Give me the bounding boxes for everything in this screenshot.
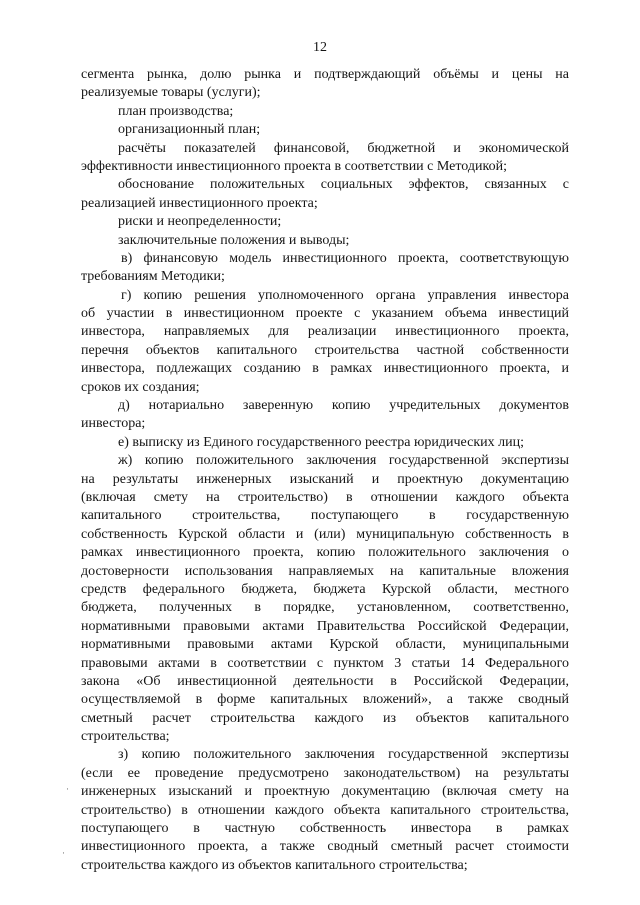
text-line: на результаты инженерных изысканий и проектную документацию xyxy=(81,471,569,487)
scan-speck: · xyxy=(62,848,65,858)
text-line: заключительные положения и выводы; xyxy=(118,232,350,248)
text-line: (если ее проведение предусмотрено законодательством) на результаты xyxy=(81,765,569,781)
text-line: эффективности инвестиционного проекта в соответствии с Методикой; xyxy=(81,158,507,174)
text-line: организационный план; xyxy=(118,122,261,138)
text-line: обоснование положительных социальных эффектов, связанных с xyxy=(118,177,569,193)
text-line: об участии в инвестиционном проекте с указанием объема инвестиций xyxy=(81,306,569,322)
text-line: риски и неопределенности; xyxy=(118,214,282,230)
text-line: осуществляемой в форме капитальных вложений», а также сводный xyxy=(81,692,569,708)
text-line: капитального строительства, поступающего в государственную xyxy=(81,508,569,524)
document-body xyxy=(81,66,569,875)
text-line: инвестора, подлежащих созданию в рамках инвестиционного проекта, и xyxy=(81,361,569,377)
text-line: строительство) в отношении каждого объекта капитального строительства, xyxy=(81,802,569,818)
text-line: достоверности использования направляемых на капитальные вложения xyxy=(81,563,569,579)
text-line: д) нотариально заверенную копию учредительных документов xyxy=(118,398,569,414)
text-line: в) финансовую модель инвестиционного проекта, соответствующую xyxy=(121,250,569,266)
text-line: расчёты показателей финансовой, бюджетной и экономической xyxy=(118,140,569,156)
text-line: реализацией инвестиционного проекта; xyxy=(81,195,318,211)
text-line: перечня объектов капитального строительства частной собственности xyxy=(81,342,569,358)
text-line: ж) копию положительного заключения государственной экспертизы xyxy=(118,453,569,469)
text-line: план производства; xyxy=(118,103,234,119)
text-line: реализуемые товары (услуги); xyxy=(81,85,261,101)
text-line: рамках инвестиционного проекта, копию положительного заключения о xyxy=(81,545,569,561)
text-line: правовыми актами в соответствии с пунктом 3 статьи 14 Федерального xyxy=(81,655,569,671)
text-line: закона «Об инвестиционной деятельности в Российской Федерации, xyxy=(81,673,569,689)
text-line: сметный расчет строительства каждого из объектов капитального xyxy=(81,710,569,726)
text-line: инвестиционного проекта, а также сводный сметный расчет стоимости xyxy=(81,839,569,855)
text-line: з) копию положительного заключения государственной экспертизы xyxy=(118,747,569,763)
text-line: е) выписку из Единого государственного реестра юридических лиц; xyxy=(118,434,524,450)
text-line: собственность Курской области и (или) муниципальную собственность в xyxy=(81,526,569,542)
text-line: строительства каждого из объектов капитального строительства; xyxy=(81,857,468,873)
text-line: нормативными правовыми актами Курской области, муниципальными xyxy=(81,637,569,653)
text-line: бюджета, полученных в порядке, установленном, соответственно, xyxy=(81,600,569,616)
text-line: сроков их создания; xyxy=(81,379,200,395)
text-line: г) копию решения уполномоченного органа управления инвестора xyxy=(121,287,569,303)
text-line: нормативными правовыми актами Правительства Российской Федерации, xyxy=(81,618,569,634)
text-line: (включая смету на строительство) в отношении каждого объекта xyxy=(81,489,569,505)
text-line: инженерных изысканий и проектную документацию (включая смету на xyxy=(81,784,569,800)
text-line: строительства; xyxy=(81,729,170,745)
scan-speck: · xyxy=(66,784,69,794)
text-line: средств федерального бюджета, бюджета Курской области, местного xyxy=(81,581,569,597)
text-line: требованиям Методики; xyxy=(81,269,225,285)
text-line: поступающего в частную собственность инвестора в рамках xyxy=(81,821,569,837)
page-number: 12 xyxy=(313,40,327,55)
text-line: инвестора, направляемых для реализации инвестиционного проекта, xyxy=(81,324,569,340)
text-line: инвестора; xyxy=(81,416,146,432)
text-line: сегмента рынка, долю рынка и подтверждающий объёмы и цены на xyxy=(81,67,569,82)
